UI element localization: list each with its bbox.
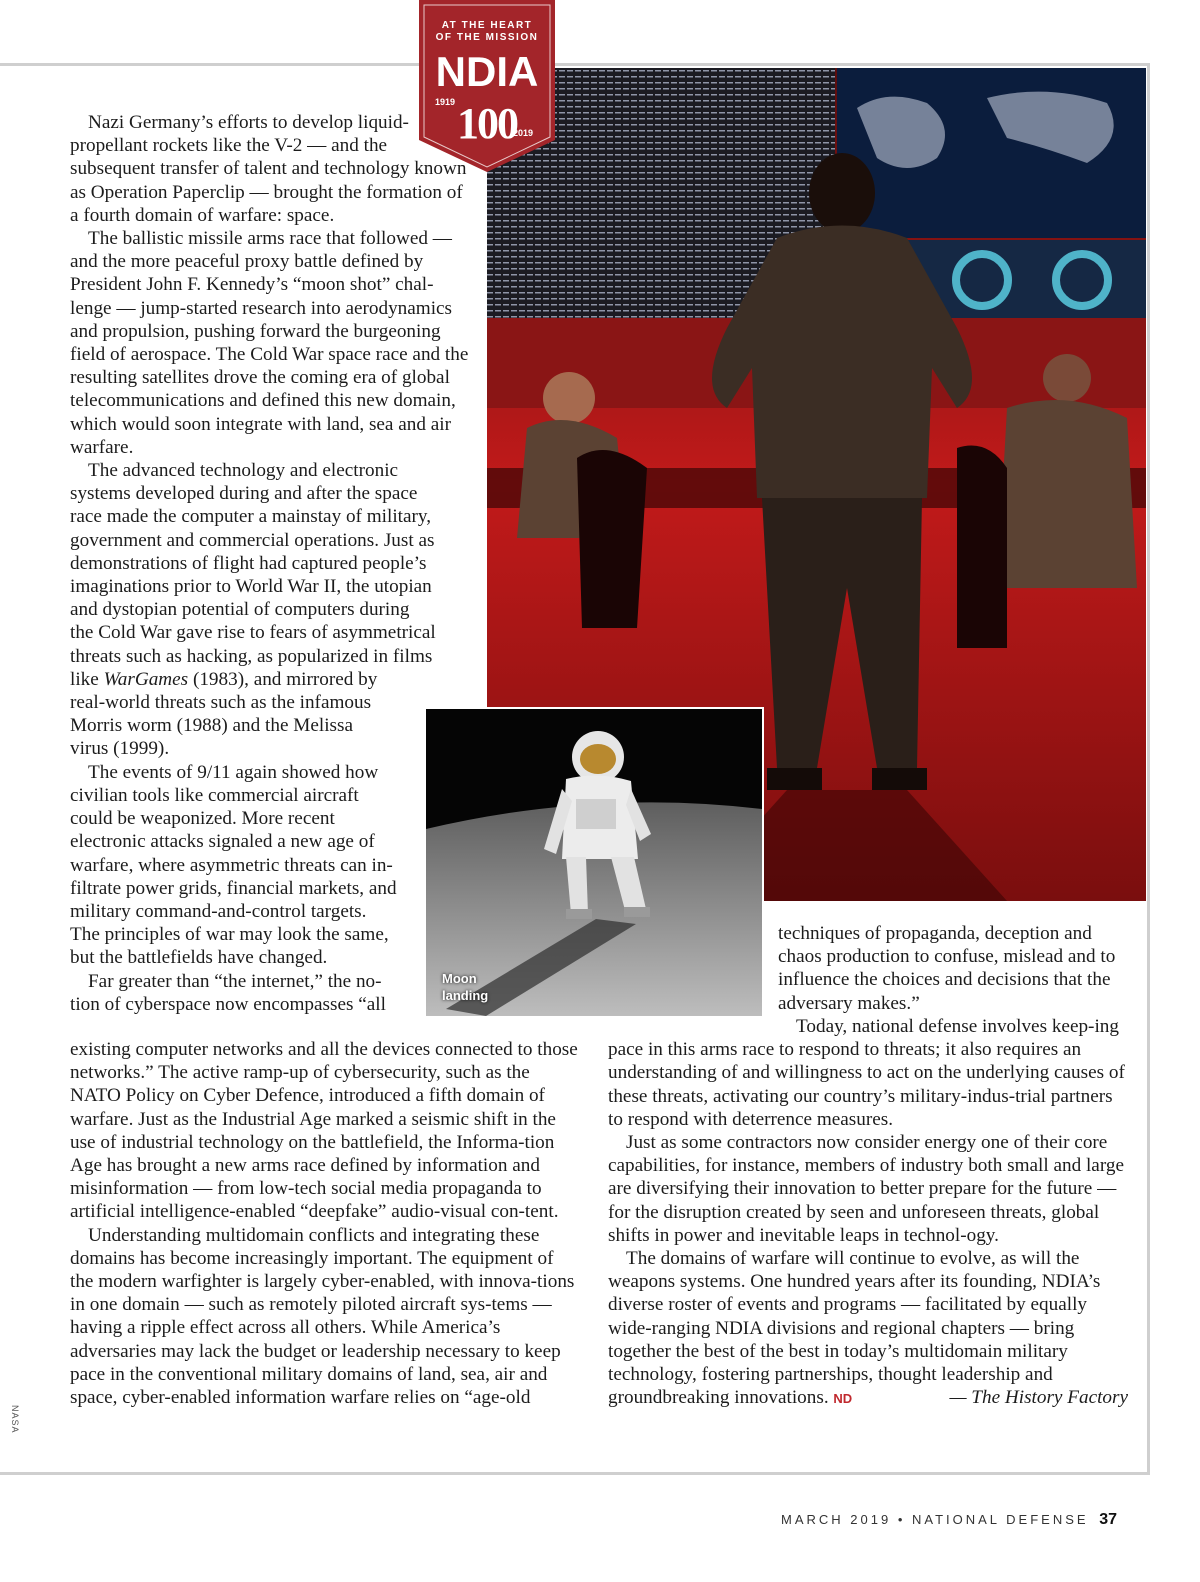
badge-line2: OF THE MISSION [435, 32, 539, 43]
page-footer [781, 1511, 1117, 1529]
p5-line: tion of cyberspace now encompasses “all [70, 993, 386, 1015]
footer-text: MARCH 2019 • NATIONAL DEFENSE [781, 1512, 1089, 1527]
p3-line: imaginations prior to World War II, the utopian [70, 576, 432, 598]
paragraph-1: Nazi Germany’s efforts to develop liquid-propellant rockets like the V-2 — and the subsequent transfer of talent and technology known as Operation Paperclip — brought the formation of a fourth domain of warfare: space. [70, 112, 467, 226]
caption-line-2: landing [442, 988, 489, 1003]
paragraph-8: Just as some contractors now consider energy one of their core capabilities, for instance, members of industry both small and large are diversifying their innovation to better prepare for the future — for the disruption created by seen and unforeseen threats, global shifts in power and inevitable leaps in technol-ogy. [608, 1132, 1124, 1246]
paragraph-5-start [70, 970, 470, 1016]
paragraph-2: The ballistic missile arms race that followed — and the more peaceful proxy battle defined by President John F. Kennedy’s “moon shot” chal-lenge — jump-started research into aerodynamics and propulsion, pushing forward the burgeoning field of aerospace. The Cold War space race and the resulting satellites drove the coming era of global telecommunications and defined this new domain, which would soon integrate with land, sea and air warfare. [70, 228, 469, 458]
paragraph-4 [70, 761, 470, 970]
p5-line: Far greater than “the internet,” the no- [88, 970, 382, 992]
p3-line: government and commercial operations. Just as [70, 529, 435, 551]
paragraph-5-continued: existing computer networks and all the devices connected to those networks.” The active ramp-up of cybersecurity, such as the NATO Policy on Cyber Defence, introduced a fifth domain of warfare. Just as the Industrial Age marked a seismic shift in the use of industrial technology on the battlefield, the Informa-tion Age has brought a new arms race defined by information and misinformation — from low-tech social media propaganda to artificial intelligence-enabled “deepfake” audio-visual con-tent. [70, 1039, 578, 1223]
p4-line: could be weaponized. More recent [70, 808, 335, 830]
p3-line: The advanced technology and electronic [88, 460, 399, 482]
page-number: 37 [1099, 1511, 1117, 1528]
p3-line: demonstrations of flight had captured people’s [70, 552, 427, 574]
photo-caption [442, 970, 488, 1004]
p4-line: military command-and-control targets. [70, 900, 367, 922]
p3-line: the Cold War gave rise to fears of asymmetrical [70, 622, 436, 644]
p3-line: systems developed during and after the space [70, 483, 418, 505]
paragraph-7: Today, national defense involves keep-ing pace in this arms race to respond to threats; it also requires an understanding of and willingness to act on the underlying causes of these threats, activating our country’s military-indus-trial partners to respond with deterrence measures. [608, 1016, 1125, 1130]
p3-line: real-world threats such as the infamous [70, 692, 372, 714]
p4-line: filtrate power grids, financial markets, and [70, 877, 397, 899]
paragraph-6: Understanding multidomain conflicts and integrating these domains has become increasingly important. The equipment of the modern warfighter is largely cyber-enabled, with innova-tions in one domain — such as remotely piloted aircraft sys-tems — having a ripple effect across all others. While America’s adversaries may lack the budget or leadership necessary to keep pace in the conventional military domains of land, sea, air and space, cyber-enabled information warfare relies on “age-old [70, 1224, 575, 1409]
p3-film-post: (1983), and mirrored by [188, 668, 378, 690]
film-title: WarGames [103, 668, 189, 690]
p3-film-pre: like [70, 668, 104, 690]
photo-credit: NASA [10, 1405, 20, 1434]
badge-centennial: 100 [457, 99, 517, 148]
article-column-left-top [70, 111, 470, 1016]
article-column-right-top [778, 922, 1123, 1015]
p3-line: race made the computer a mainstay of military, [70, 506, 432, 528]
p3-line: and dystopian potential of computers during [70, 599, 410, 621]
moon-landing-photo [424, 707, 764, 1018]
end-mark: ND [833, 1391, 853, 1407]
caption-line-1: Moon [442, 971, 477, 986]
article-column-right-bottom [608, 1015, 1128, 1410]
ndia-logo-text: NDIA [435, 48, 539, 95]
final-paragraph-text: The domains of warfare will continue to evolve, as will the weapons systems. One hundred years after its founding, NDIA’s diverse roster of events and programs — facilitated by equally wide-ranging NDIA divisions and regional chapters — bring together the best of the best in today’s multidomain military technology, fostering partnerships, thought leadership and groundbreaking innovations. [608, 1248, 1101, 1409]
paragraph-9 [608, 1247, 1128, 1410]
p4-line: The events of 9/11 again showed how [88, 761, 379, 783]
article-column-left-bottom [70, 1038, 580, 1409]
badge-year-end: 2019 [512, 128, 534, 138]
p3-line: virus (1999). [70, 738, 170, 760]
p4-line: warfare, where asymmetric threats can in- [70, 854, 393, 876]
p3-line: Morris worm (1988) and the Melissa [70, 715, 353, 737]
paragraph-3 [70, 459, 470, 761]
ndia-centennial-badge [419, 0, 555, 172]
p4-line: but the battlefields have changed. [70, 947, 328, 969]
badge-line1: AT THE HEART [441, 20, 533, 31]
p4-line: civilian tools like commercial aircraft [70, 784, 359, 806]
author-signature: — The History Factory [949, 1387, 1128, 1409]
p3-line: threats such as hacking, as popularized in films [70, 645, 433, 667]
badge-year-start: 1919 [434, 97, 456, 107]
paragraph-6-continued: techniques of propaganda, deception and chaos production to confuse, mislead and to influence the choices and decisions that the adversary makes.” [778, 923, 1116, 1014]
p4-line: The principles of war may look the same, [70, 924, 389, 946]
p4-line: electronic attacks signaled a new age of [70, 831, 375, 853]
